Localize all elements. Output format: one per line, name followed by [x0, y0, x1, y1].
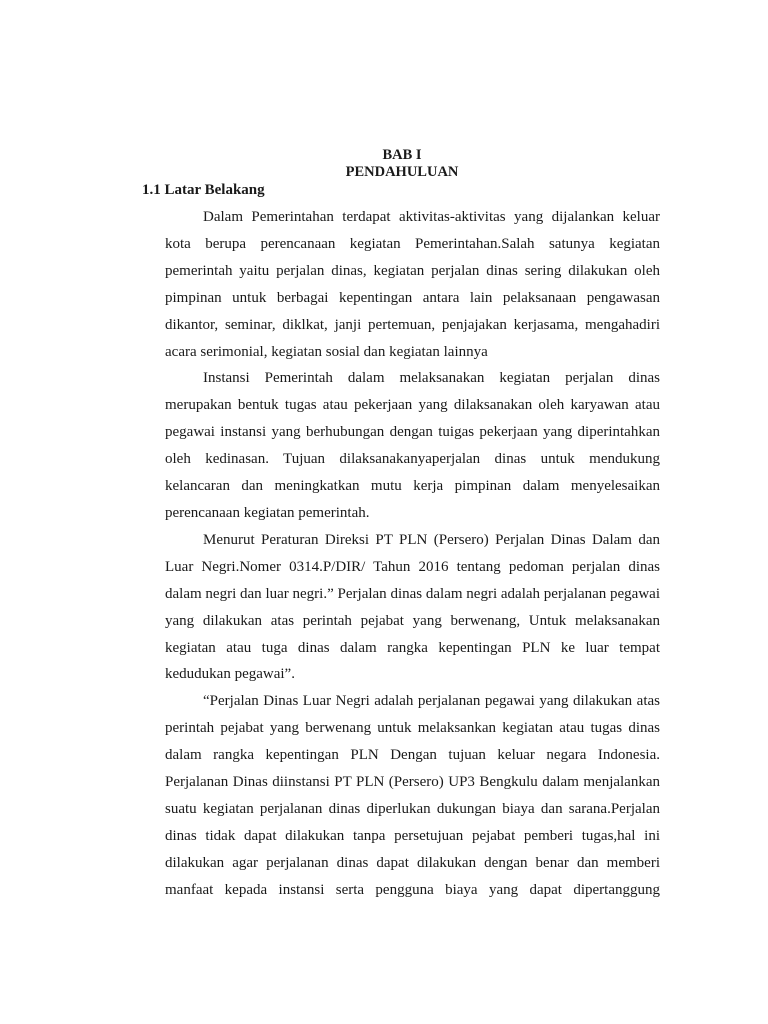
paragraph-1: Dalam Pemerintahan terdapat aktivitas-aktivitas yang dijalankan keluar kota berupa perencanaan kegiatan Pemerintahan.Salah satunya kegiatan pemerintah yaitu perjalan dinas, kegiatan perjalan dinas sering dilakukan oleh pimpinan untuk berbagai kepentingan antara lain pelaksanaan pengawasan dikantor, seminar, diklkat, janji pertemuan, penjajakan kerjasama, mengahadiri acara serimonial, kegiatan sosial dan kegiatan lainnya: [165, 209, 660, 360]
section-title: 1.1 Latar Belakang: [142, 182, 265, 198]
chapter-title: PENDAHULUAN: [345, 164, 459, 180]
chapter-heading: [0, 147, 768, 181]
paragraph-3: Menurut Peraturan Direksi PT PLN (Persero) Perjalan Dinas Dalam dan Luar Negri.Nomer 0314.P/DIR/ Tahun 2016 tentang pedoman perjalan dinas dalam negri dan luar negri.” Perjalan dinas dalam negri adalah perjalanan pegawai yang dilakukan atas perintah pejabat yang berwenang, Untuk melaksanakan kegiatan atau tuga dinas dalam rangka kepentingan PLN ke luar tempat kedudukan pegawai”.: [165, 531, 660, 683]
body-text: [165, 204, 660, 904]
chapter-number: BAB I: [382, 147, 422, 163]
paragraph-4: “Perjalan Dinas Luar Negri adalah perjalanan pegawai yang dilakukan atas perintah pejabat yang berwenang untuk melaksankan kegiatan atau tugas dinas dalam rangka kepentingan PLN Dengan tujuan keluar negara Indonesia. Perjalanan Dinas diinstansi PT PLN (Persero) UP3 Bengkulu dalam menjalankan suatu kegiatan perjalanan dinas diperlukan dukungan biaya dan sarana.Perjalan dinas tidak dapat dilakukan tanpa persetujuan pejabat pemberi tugas,hal ini dilakukan agar perjalanan dinas dapat dilakukan dengan benar dan memberi manfaat kepada instansi serta pengguna biaya yang dapat dipertanggung: [165, 693, 660, 898]
paragraph-2: Instansi Pemerintah dalam melaksanakan kegiatan perjalan dinas merupakan bentuk tugas atau pekerjaan yang dilaksanakan oleh karyawan atau pegawai instansi yang berhubungan dengan tuigas pekerjaan yang diperintahkan oleh kedinasan. Tujuan dilaksanakanyaperjalan dinas untuk mendukung kelancaran dan meningkatkan mutu kerja pimpinan dalam menyelesaikan perencanaan kegiatan pemerintah.: [165, 370, 660, 521]
